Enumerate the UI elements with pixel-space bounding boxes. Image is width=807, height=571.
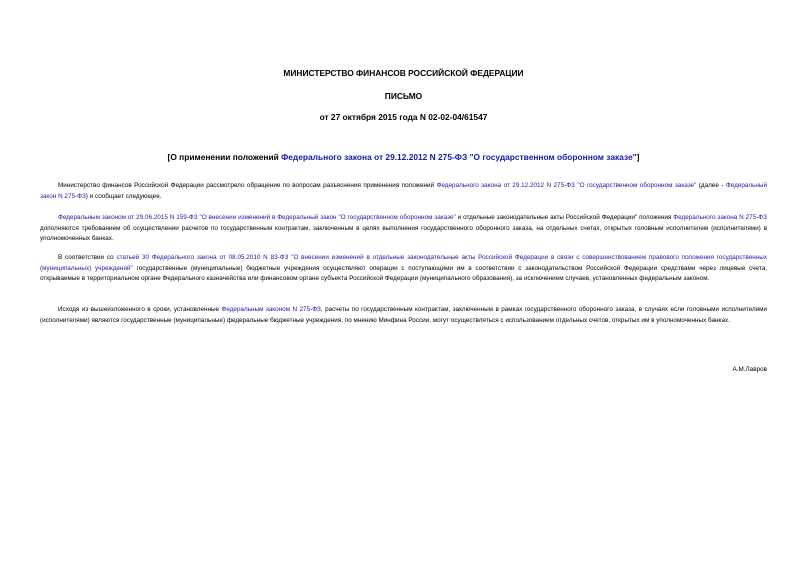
law-link-275-fz-short[interactable]: Федерального закона N 275-ФЗ (673, 214, 767, 221)
law-link-275-fz-short[interactable]: Федеральный закон N 275-ФЗ (40, 182, 767, 200)
law-link-159-fz[interactable]: Федеральным законом от 29.06.2015 N 159-ФЗ "О внесении изменений в Федеральный закон "О государственном оборонном заказе" (58, 214, 456, 221)
paragraph-text: государственные (муниципальные) бюджетные учреждения осуществляют операции с поступающими им в соответствии с законодательством Российской Федерации средствами через лицевые счета, открываемые в территориальном органе Федерального казначейства или финансовом органе субъекта Российской Федерации (муниципального образования), за исключением случаев, установленных федеральным законом. (40, 264, 767, 283)
subject-law-link[interactable]: Федерального закона от 29.12.2012 N 275-ФЗ "О государственном оборонном заказе" (281, 152, 637, 162)
paragraph-text: Министерство финансов Российской Федерации рассмотрело обращение по вопросам разъяснения применения положений (58, 182, 437, 189)
paragraph-text: В соответствии со (58, 254, 117, 261)
signature: А.М.Лавров (732, 366, 767, 373)
document-type: ПИСЬМО (384, 91, 423, 101)
ministry-title: МИНИСТЕРСТВО ФИНАНСОВ РОССИЙСКОЙ ФЕДЕРАЦИИ (283, 68, 524, 78)
paragraph-text: дополняются требованием об осуществлении расчетов по государственным контрактам, заключенным в целях выполнения государственного оборонного заказа, на отдельных счетах, открытых головным исполнителем (исполнителями) в уполномоченных банках. (40, 224, 767, 243)
paragraph-text: ) и сообщает следующее. (85, 192, 162, 200)
document-date-number: от 27 октября 2015 года N 02-02-04/61547 (319, 112, 488, 122)
paragraph-text: (далее - (696, 182, 726, 189)
law-link-83-fz-article-30[interactable]: статьей 30 Федерального закона от 08.05.2010 N 83-ФЗ "О внесении изменений в отдельные законодательные акты Российской Федерации в связи с совершенствованием правового положения государственных (муниципальных) учреждений" (40, 254, 767, 272)
law-link-275-fz-short[interactable]: Федеральным законом N 275-ФЗ (221, 306, 321, 313)
paragraph-text: Исходя из вышеизложенного в сроки, установленные (58, 306, 222, 313)
paragraph-2 (40, 213, 767, 245)
paragraph-1 (40, 181, 767, 202)
subject-prefix: [О применении положений (167, 152, 282, 162)
law-link-275-fz[interactable]: Федерального закона от 29.12.2012 N 275-ФЗ "О государственном оборонном заказе" (436, 182, 697, 189)
document-subject (0, 152, 807, 162)
paragraph-3 (40, 253, 767, 285)
paragraph-text: и отдельные законодательные акты Российской Федерации" положения (455, 214, 674, 221)
subject-suffix: ] (636, 152, 640, 162)
paragraph-text: , расчеты по государственным контрактам, заключенным в рамках государственного оборонного заказа, в случаях если головными исполнителями (исполнителями) являются государственные (муниципальные) федеральные бюджетные учреждения, по мнению Минфина России, могут осуществляться с использованием отдельных счетов, открытых им в уполномоченных банках. (40, 306, 767, 324)
paragraph-4 (40, 305, 767, 326)
